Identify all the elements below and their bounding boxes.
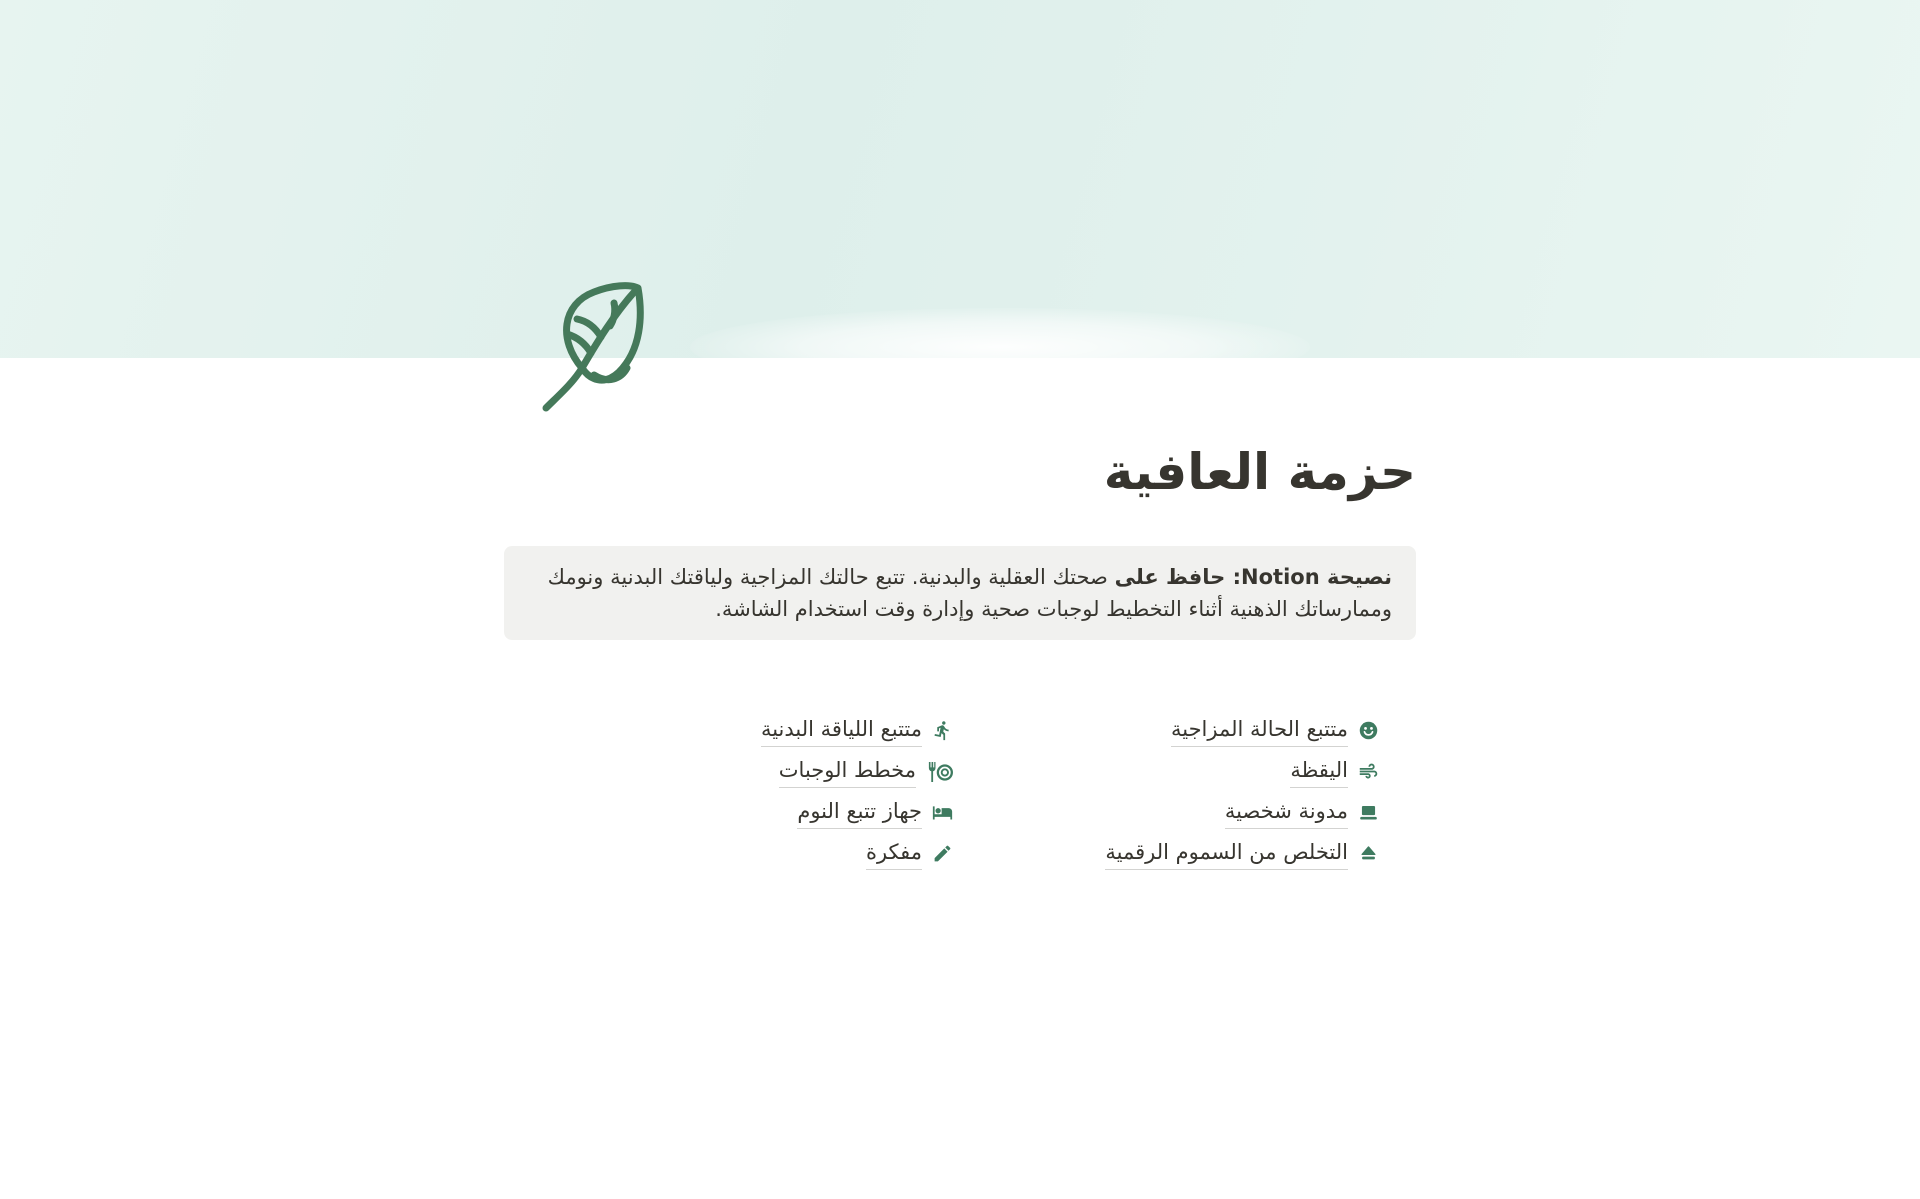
page-cover: [0, 0, 1920, 358]
leaf-branch: [610, 303, 615, 326]
pencil-icon: [932, 843, 953, 864]
smiley-icon: [1358, 720, 1379, 741]
page-link-label: التخلص من السموم الرقمية: [1105, 838, 1348, 870]
links-column-right: [960, 710, 1416, 874]
links-grid: [504, 710, 1416, 874]
laptop-icon: [1358, 802, 1379, 823]
meal-icon: [926, 761, 953, 783]
page-link-personal-blog[interactable]: [960, 792, 1416, 833]
page-link-sleep-tracker[interactable]: [504, 792, 960, 833]
page-link-label: اليقظة: [1290, 756, 1348, 788]
page-link-label: جهاز تتبع النوم: [797, 797, 922, 829]
eject-icon: [1358, 843, 1379, 864]
page-link-label: متتبع اللياقة البدنية: [761, 715, 922, 747]
notion-tip-callout: [504, 546, 1416, 640]
page-link-label: مدونة شخصية: [1225, 797, 1348, 829]
page-link-fitness-tracker[interactable]: [504, 710, 960, 751]
page-link-label: مخطط الوجبات: [779, 756, 916, 788]
links-column-left: [504, 710, 960, 874]
leaf-branch: [577, 319, 601, 337]
callout-text: صحتك العقلية والبدنية. تتبع حالتك المزاجية ولياقتك البدنية ونومك وممارساتك الذهنية أثناء التخطيط لوجبات صحية وإدارة وقت استخدام الشاشة.: [547, 565, 1392, 621]
page-link-mindfulness[interactable]: [960, 751, 1416, 792]
page-link-journal[interactable]: [504, 833, 960, 874]
page-link-label: متتبع الحالة المزاجية: [1171, 715, 1348, 747]
page-title: حزمة العافية: [1103, 443, 1416, 501]
page-link-mood-tracker[interactable]: [960, 710, 1416, 751]
page-link-label: مفكرة: [866, 838, 922, 870]
bed-icon: [932, 802, 953, 823]
page-link-digital-detox[interactable]: [960, 833, 1416, 874]
page-link-meal-planner[interactable]: [504, 751, 960, 792]
cover-highlight: [690, 308, 1310, 358]
runner-icon: [932, 720, 953, 741]
wind-icon: [1358, 761, 1379, 782]
callout-bold-text: نصيحة Notion: حافظ على: [1114, 565, 1392, 589]
page-content: [504, 358, 1416, 874]
